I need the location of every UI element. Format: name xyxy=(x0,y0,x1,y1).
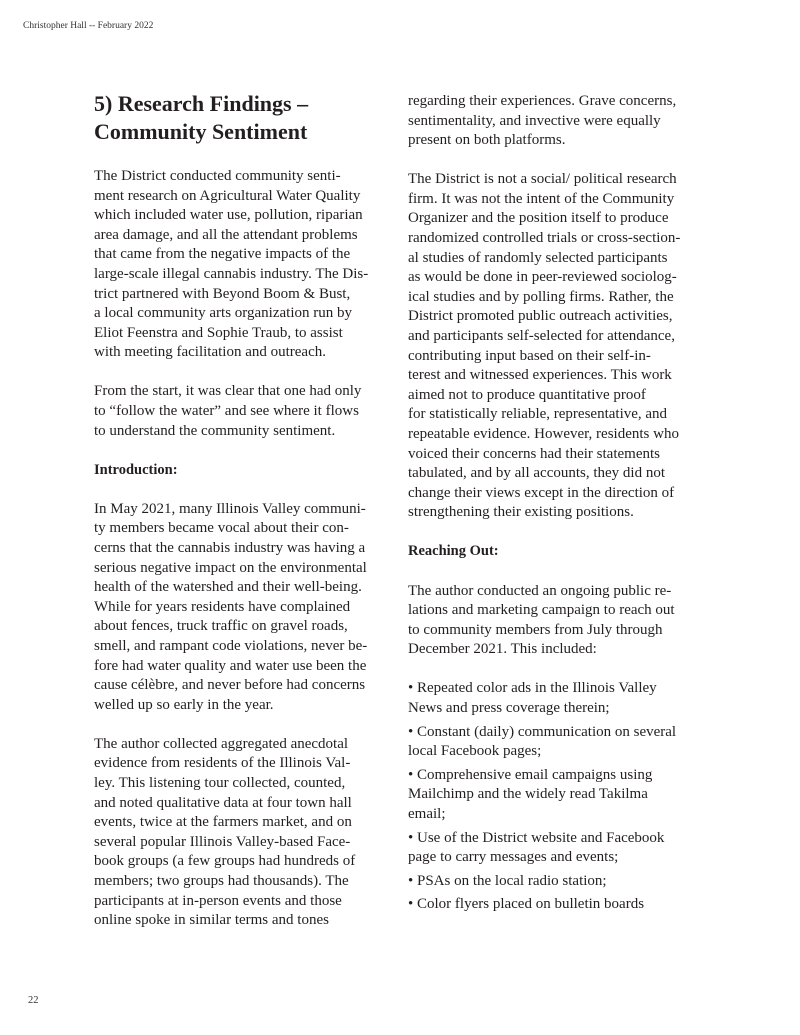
text-line: The District conducted community senti- xyxy=(94,168,341,184)
text-line: local Facebook pages; xyxy=(408,743,542,760)
text-line: large-scale illegal cannabis industry. The Dis- xyxy=(94,265,369,282)
reaching-out-heading: Reaching Out: xyxy=(408,543,499,560)
paragraph-anecdotal-evidence xyxy=(94,735,394,931)
text-line: events, twice at the farmers market, and on xyxy=(94,814,352,831)
paragraph-may-2021 xyxy=(94,500,394,716)
text-line: several popular Illinois Valley-based Face- xyxy=(94,833,351,850)
outreach-bullet-list xyxy=(408,679,708,915)
text-line: welled up so early in the year. xyxy=(94,696,274,713)
text-line: ical studies and by polling firms. Rather, the xyxy=(408,288,674,305)
bullet-item xyxy=(408,895,708,915)
text-line: While for years residents have complained xyxy=(94,598,351,615)
text-line: randomized controlled trials or cross-section- xyxy=(408,230,681,247)
text-line: ment research on Agricultural Water Quality xyxy=(94,187,361,204)
text-line: page to carry messages and events; xyxy=(408,849,619,866)
text-line: cause célèbre, and never before had concerns xyxy=(94,677,366,694)
text-line: and participants self-selected for attendance, xyxy=(408,328,675,345)
text-line: to community members from July through xyxy=(408,621,663,638)
paragraph-methodology xyxy=(408,170,708,523)
text-line: regarding their experiences. Grave concerns, xyxy=(408,93,677,109)
text-line: serious negative impact on the environmental xyxy=(94,559,367,576)
text-line: aimed not to produce quantitative proof xyxy=(408,386,646,403)
text-line: fore had water quality and water use been the xyxy=(94,657,367,674)
right-column xyxy=(408,92,708,919)
text-line: to “follow the water” and see where it flows xyxy=(94,403,359,420)
introduction-heading: Introduction: xyxy=(94,461,178,478)
text-line: • Comprehensive email campaigns using xyxy=(408,766,653,783)
text-line: book groups (a few groups had hundreds of xyxy=(94,853,356,870)
text-line: tabulated, and by all accounts, they did not xyxy=(408,465,666,482)
text-line: that came from the negative impacts of the xyxy=(94,246,351,263)
text-line: a local community arts organization run by xyxy=(94,305,352,322)
text-line: participants at in-person events and those xyxy=(94,892,342,909)
text-line: smell, and rampant code violations, never be- xyxy=(94,637,368,654)
text-line: email; xyxy=(408,806,446,822)
text-line: health of the watershed and their well-being. xyxy=(94,579,362,596)
running-header: Christopher Hall -- February 2022 xyxy=(23,21,154,31)
text-line: online spoke in similar terms and tones xyxy=(94,912,329,929)
text-line: with meeting facilitation and outreach. xyxy=(94,344,327,361)
text-line: The author collected aggregated anecdotal xyxy=(94,735,349,752)
text-line: trict partnered with Beyond Boom & Bust, xyxy=(94,285,351,302)
page-number: 22 xyxy=(28,995,39,1006)
text-line: cerns that the cannabis industry was having a xyxy=(94,540,366,556)
bullet-item xyxy=(408,872,708,892)
paragraph-campaign xyxy=(408,582,708,660)
bullet-item xyxy=(408,679,708,718)
text-line: District promoted public outreach activities, xyxy=(408,308,673,325)
text-line: lations and marketing campaign to reach out xyxy=(408,602,675,619)
left-column xyxy=(94,90,394,950)
text-line: Organizer and the position itself to produce xyxy=(408,210,669,227)
bullet-item xyxy=(408,766,708,825)
text-line: firm. It was not the intent of the Community xyxy=(408,190,675,207)
text-line: terest and witnessed experiences. This work xyxy=(408,367,672,384)
section-title xyxy=(94,90,394,146)
text-line: • Constant (daily) communication on several xyxy=(408,723,677,740)
text-line: Mailchimp and the widely read Takilma xyxy=(408,786,648,803)
paragraph-district-research xyxy=(94,167,394,363)
text-line: which included water use, pollution, riparian xyxy=(94,207,363,224)
text-line: as would be done in peer-reviewed sociolog- xyxy=(408,269,677,286)
bullet-item xyxy=(408,829,708,868)
text-line: December 2021. This included: xyxy=(408,641,597,658)
paragraph-follow-the-water xyxy=(94,382,394,441)
text-line: ty members became vocal about their con- xyxy=(94,520,349,537)
text-line: area damage, and all the attendant problems xyxy=(94,226,358,243)
paragraph-platforms xyxy=(408,92,708,151)
text-line: al studies of randomly selected participants xyxy=(408,249,668,266)
title-line: 5) Research Findings – xyxy=(94,91,309,116)
text-line: Eliot Feenstra and Sophie Traub, to assist xyxy=(94,324,343,341)
text-line: • Use of the District website and Facebook xyxy=(408,829,665,846)
text-line: sentimentality, and invective were equally xyxy=(408,112,661,129)
text-line: ley. This listening tour collected, counted, xyxy=(94,775,346,792)
text-line: and noted qualitative data at four town hall xyxy=(94,794,352,811)
text-line: repeatable evidence. However, residents who xyxy=(408,426,679,442)
text-line: In May 2021, many Illinois Valley communi- xyxy=(94,500,366,517)
text-line: present on both platforms. xyxy=(408,132,566,149)
text-line: The author conducted an ongoing public re- xyxy=(408,582,672,599)
text-line: contributing input based on their self-in- xyxy=(408,347,651,364)
text-line: for statistically reliable, representative, and xyxy=(408,406,668,423)
text-line: change their views except in the direction of xyxy=(408,484,675,501)
text-line: The District is not a social/ political research xyxy=(408,171,677,188)
text-line: • PSAs on the local radio station; xyxy=(408,872,607,889)
title-line: Community Sentiment xyxy=(94,119,308,144)
text-line: News and press coverage therein; xyxy=(408,700,610,717)
text-line: to understand the community sentiment. xyxy=(94,422,336,439)
text-line: • Repeated color ads in the Illinois Valley xyxy=(408,680,657,697)
text-line: • Color flyers placed on bulletin boards xyxy=(408,896,645,913)
text-line: From the start, it was clear that one had only xyxy=(94,383,362,400)
bullet-item xyxy=(408,723,708,762)
text-line: voiced their concerns had their statements xyxy=(408,445,660,462)
text-line: strengthening their existing positions. xyxy=(408,504,634,521)
text-line: evidence from residents of the Illinois Val- xyxy=(94,755,351,772)
text-line: about fences, truck traffic on gravel roads, xyxy=(94,618,348,635)
text-line: members; two groups had thousands). The xyxy=(94,873,349,889)
